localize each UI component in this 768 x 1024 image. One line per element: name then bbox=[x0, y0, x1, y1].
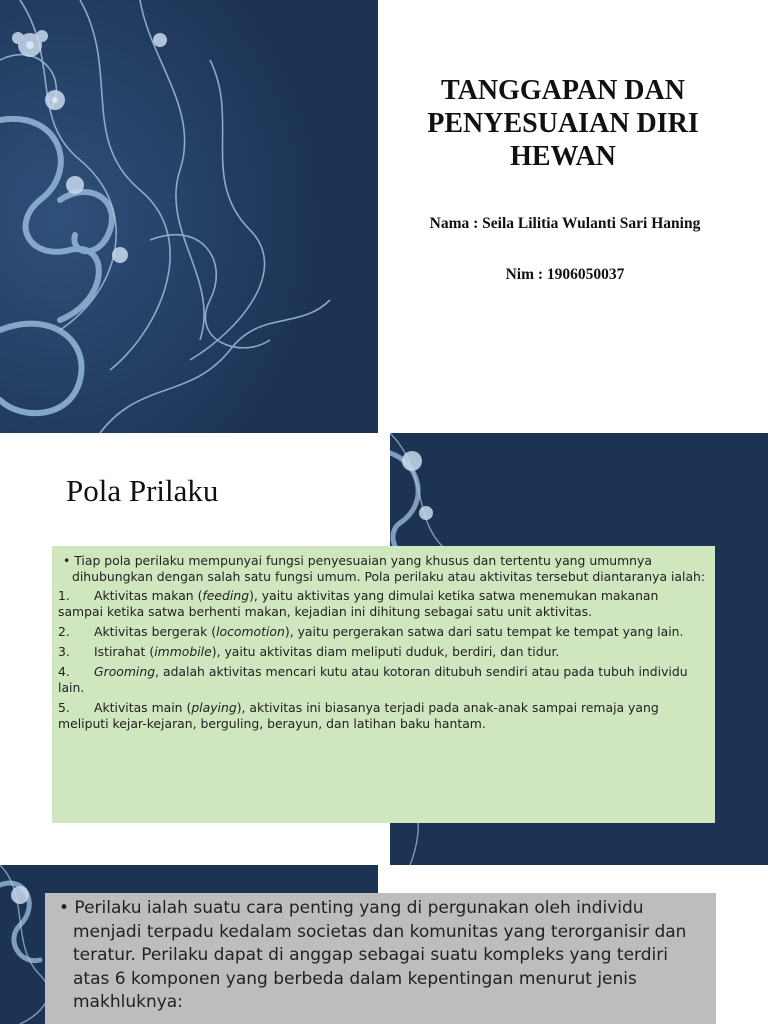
decorative-floral-panel bbox=[0, 0, 378, 433]
definition-content-box bbox=[45, 893, 716, 1024]
author-name: Nama : Seila Lilitia Wulanti Sari Haning bbox=[429, 215, 701, 232]
slide-behavior-definition bbox=[0, 865, 768, 1024]
item-number: 5. bbox=[58, 700, 70, 715]
item-text: ), yaitu pergerakan satwa dari satu tempat ke tempat yang lain. bbox=[284, 624, 684, 639]
item-term: feeding bbox=[202, 588, 250, 603]
item-text: Aktivitas makan ( bbox=[94, 588, 203, 603]
list-item bbox=[58, 588, 707, 620]
intro-paragraph: • Tiap pola perilaku mempunyai fungsi penyesuaian yang khusus dan tertentu yang umumnya dihubungkan dengan salah satu fungsi umum. Pola perilaku atau aktivitas tersebut diantaranya ialah: bbox=[63, 553, 706, 584]
item-text: Aktivitas main ( bbox=[94, 700, 192, 715]
list-item bbox=[58, 624, 707, 640]
item-term: immobile bbox=[154, 644, 212, 659]
item-text: Aktivitas bergerak ( bbox=[94, 624, 217, 639]
page-title: TANGGAPAN DAN PENYESUAIAN DIRI HEWAN bbox=[427, 75, 699, 172]
slide-behavior-patterns bbox=[0, 433, 768, 865]
item-number: 1. bbox=[58, 588, 70, 603]
section-title: Pola Prilaku bbox=[66, 473, 219, 508]
item-number: 2. bbox=[58, 624, 70, 639]
item-term: locomotion bbox=[216, 624, 285, 639]
list-item bbox=[58, 664, 707, 696]
item-text: ), yaitu aktivitas diam meliputi duduk, berdiri, dan tidur. bbox=[211, 644, 560, 659]
item-term: Grooming bbox=[94, 664, 156, 679]
item-text: , adalah aktivitas mencari kutu atau kotoran ditubuh sendiri atau pada tubuh individu lain. bbox=[58, 664, 688, 695]
list-item bbox=[58, 644, 707, 660]
list-item bbox=[58, 700, 707, 732]
item-number: 4. bbox=[58, 664, 70, 679]
student-id: Nim : 1906050037 bbox=[505, 266, 625, 283]
item-term: playing bbox=[191, 700, 237, 715]
item-text: ), aktivitas ini biasanya terjadi pada anak-anak sampai remaja yang meliputi kejar-kejaran, berguling, berayun, dan latihan baku hantam. bbox=[58, 700, 659, 731]
item-text: Istirahat ( bbox=[94, 644, 155, 659]
item-number: 3. bbox=[58, 644, 70, 659]
floral-ornament-icon bbox=[0, 0, 378, 433]
behavior-content-box bbox=[52, 546, 715, 823]
item-text: ), yaitu aktivitas yang dimulai ketika satwa menemukan makanan sampai ketika satwa berhenti makan, kejadian ini dihitung sebagai satu unit aktivitas. bbox=[58, 588, 659, 619]
definition-paragraph: • Perilaku ialah suatu cara penting yang di pergunakan oleh individu menjadi terpadu kedalam societas dan komunitas yang terorganisir dan teratur. Perilaku dapat di anggap sebagai suatu kompleks yang terdiri atas 6 komponen yang berbeda dalam kepentingan menurut jenis makhluknya: bbox=[59, 898, 687, 1012]
slide-title bbox=[0, 0, 768, 433]
